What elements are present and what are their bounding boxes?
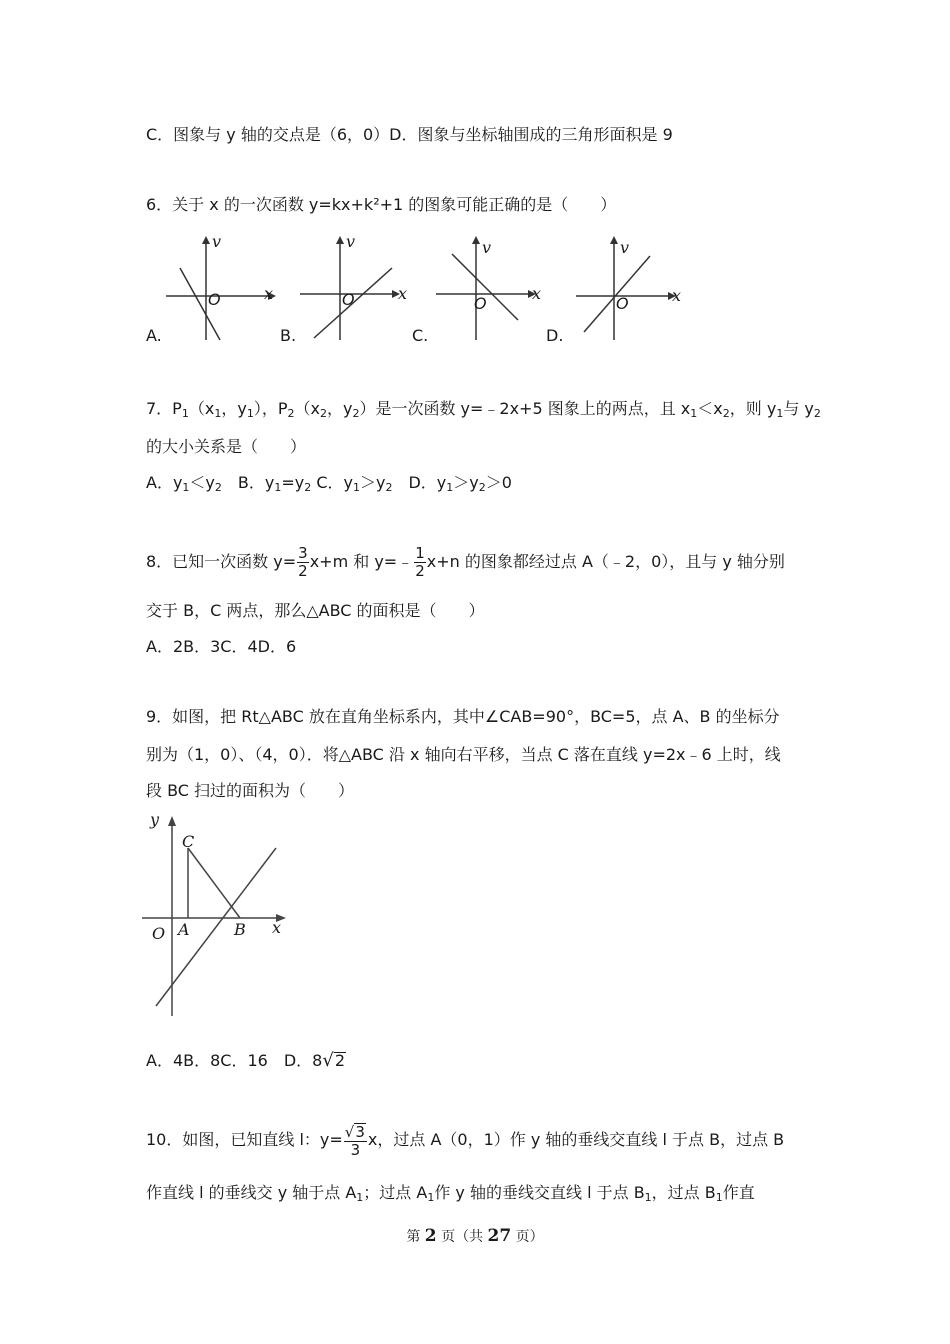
- q9-point-a-label: A: [178, 920, 190, 939]
- q10-stem-line-2: 作直线 l 的垂线交 y 轴于点 $A_1$；过点 $A_1$作 y 轴的垂线交直线 l 于点 $B_1$，过点 $B_1$作直: [146, 1183, 755, 1204]
- q8-stem-line-1: 8．已知一次函数 y= $\frac{3}{2}$ x+m 和 y=﹣ $\frac{1}{2}$ x+n 的图象都经过点 A（﹣2，0），且与 y 轴分别: [146, 544, 785, 580]
- q10-stem-line-1: 10．如图，已知直线 l：y= $\frac{√3}{3}$ x，过点 A（0，1）作 y 轴的垂线交直线 l 于点 B，过点 B: [146, 1122, 785, 1159]
- q6-b-x-label: x: [398, 284, 408, 303]
- q6-c-origin: O: [474, 294, 487, 313]
- q9-stem-line-2: 别为（1，0）、（4，0）．将△ABC 沿 x 轴向右平移，当点 C 落在直线 y=2x﹣6 上时，线: [146, 745, 781, 764]
- q6-option-a: A.: [146, 326, 162, 345]
- q6-d-y-label: v: [620, 238, 630, 257]
- q6-d-origin: O: [616, 294, 629, 313]
- q9-x-axis-label: x: [272, 918, 282, 937]
- q6-a-origin: O: [208, 290, 221, 309]
- q9-sqrt-2: 2: [334, 1051, 345, 1070]
- page-number: 2: [424, 1226, 437, 1246]
- q6-a-x-label: x: [264, 284, 274, 303]
- q9-origin-label: O: [152, 924, 166, 943]
- q8-fraction-1-2: $\frac{1}{2}$: [415, 544, 425, 580]
- q6-d-x-label: x: [672, 286, 682, 305]
- q8-stem-line-2: 交于 B，C 两点，那么△ABC 的面积是（ ）: [146, 601, 485, 620]
- q5-options-c-d: C．图象与 y 轴的交点是（6，0）D．图象与坐标轴围成的三角形面积是 9: [146, 125, 673, 144]
- q9-y-axis-label: y: [150, 810, 160, 829]
- q6-b-y-label: v: [346, 232, 356, 251]
- q6-option-b: B.: [280, 326, 297, 345]
- total-pages: 27: [487, 1226, 512, 1246]
- q6-b-origin: O: [342, 290, 355, 309]
- q9-stem-line-3: 段 BC 扫过的面积为（ ）: [146, 781, 355, 800]
- q6-option-c: C.: [412, 326, 429, 345]
- q8-options: A．2B．3C．4D．6: [146, 637, 297, 656]
- q6-c-y-label: v: [482, 238, 492, 257]
- q9-point-b-label: B: [234, 920, 246, 939]
- q8-fraction-3-2: $\frac{3}{2}$: [298, 544, 308, 580]
- page-footer: 第 2 页（共 27 页）: [406, 1226, 544, 1246]
- q6-stem: 6．关于 x 的一次函数 y=kx+k²+1 的图象可能正确的是（ ）: [146, 195, 617, 214]
- q7-stem-line-1: 7．$P_1(x_1$，$y_1$），$P_2(x_2$，$y_2$）是一次函数 y=﹣2x+5 图象上的两点，且 $x_1<x_2$，则 $y_1$与 $y_2$: [146, 399, 821, 420]
- q6-c-x-label: x: [532, 284, 542, 303]
- q9-options: A．4B．8C．16 D．8√2: [146, 1050, 345, 1071]
- q7-options: A．$y_1<y_2$ B．$y_1=y_2$ C．$y_1>y_2$ D．$y_1>y_2>0$: [146, 473, 512, 494]
- q9-stem-line-1: 9．如图，把 Rt△ABC 放在直角坐标系内，其中∠CAB=90°，BC=5，点 A、B 的坐标分: [146, 707, 780, 726]
- q10-fraction-sqrt3-3: $\frac{√3}{3}$: [344, 1122, 365, 1159]
- q9-point-c-label: C: [182, 832, 195, 851]
- q6-option-d: D.: [546, 326, 564, 345]
- q6-a-y-label: v: [212, 232, 222, 251]
- q7-stem-line-2: 的大小关系是（ ）: [146, 437, 307, 456]
